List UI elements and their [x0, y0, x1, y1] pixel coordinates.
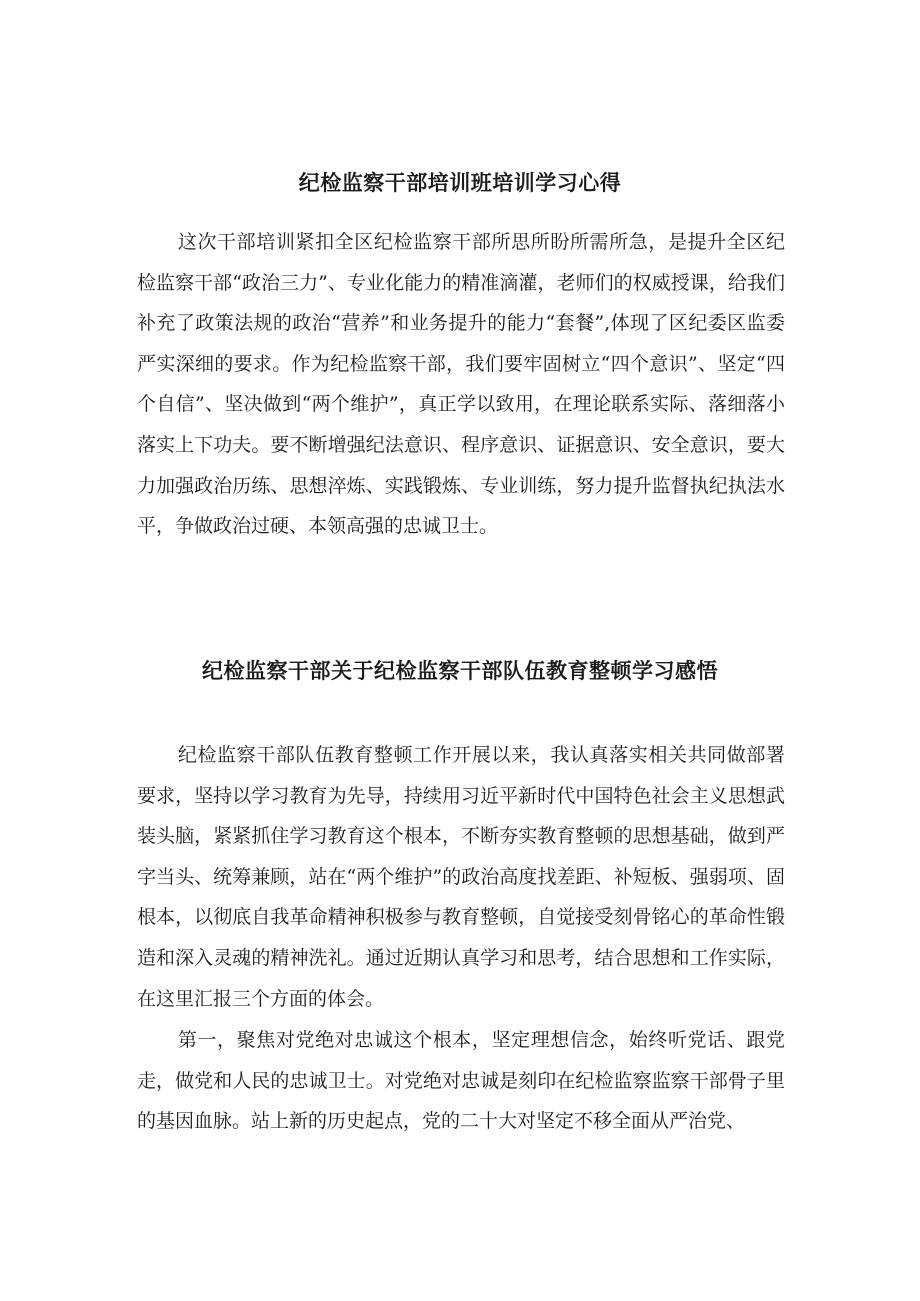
- body-paragraph: 纪检监察干部队伍教育整顿工作开展以来，我认真落实相关共同做部署要求，坚持以学习教育为先导，持续用习近平新时代中国特色社会主义思想武装头脑，紧紧抓住学习教育这个根本，不断夯实教育整顿的思想基础，做到严字当头、统筹兼顾，站在“两个维护”的政治高度找差距、补短板、强弱项、固根本，以彻底自我革命精神积极参与教育整顿，自觉接受刻骨铭心的革命性锻造和深入灵魂的精神洗礼。通过近期认真学习和思考，结合思想和工作实际，在这里汇报三个方面的体会。: [137, 744, 785, 1010]
- body-paragraph: 这次干部培训紧扣全区纪检监察干部所思所盼所需所急，是提升全区纪检监察干部“政治三力”、专业化能力的精准滴灌，老师们的权威授课，给我们补充了政策法规的政治“营养”和业务提升的能力“套餐”,体现了区纪委区监委严实深细的要求。作为纪检监察干部，我们要牢固树立“四个意识”、坚定“四个自信”、坚决做到“两个维护”，真正学以致用，在理论联系实际、落细落小落实上下功夫。要不断增强纪法意识、程序意识、证据意识、安全意识，要大力加强政治历练、思想淬炼、实践锻炼、专业训练，努力提升监督执纪执法水平，争做政治过硬、本领高强的忠诚卫士。: [137, 231, 785, 538]
- section-title: 纪检监察干部关于纪检监察干部队伍教育整顿学习感悟: [202, 659, 718, 683]
- section-title: 纪检监察干部培训班培训学习心得: [298, 171, 622, 195]
- body-paragraph: 第一，聚焦对党绝对忠诚这个根本，坚定理想信念，始终听党话、跟党走，做党和人民的忠诚卫士。对党绝对忠诚是刻印在纪检监察监察干部骨子里的基因血脉。站上新的历史起点，党的二十大对坚定不移全面从严治党、: [137, 1029, 785, 1133]
